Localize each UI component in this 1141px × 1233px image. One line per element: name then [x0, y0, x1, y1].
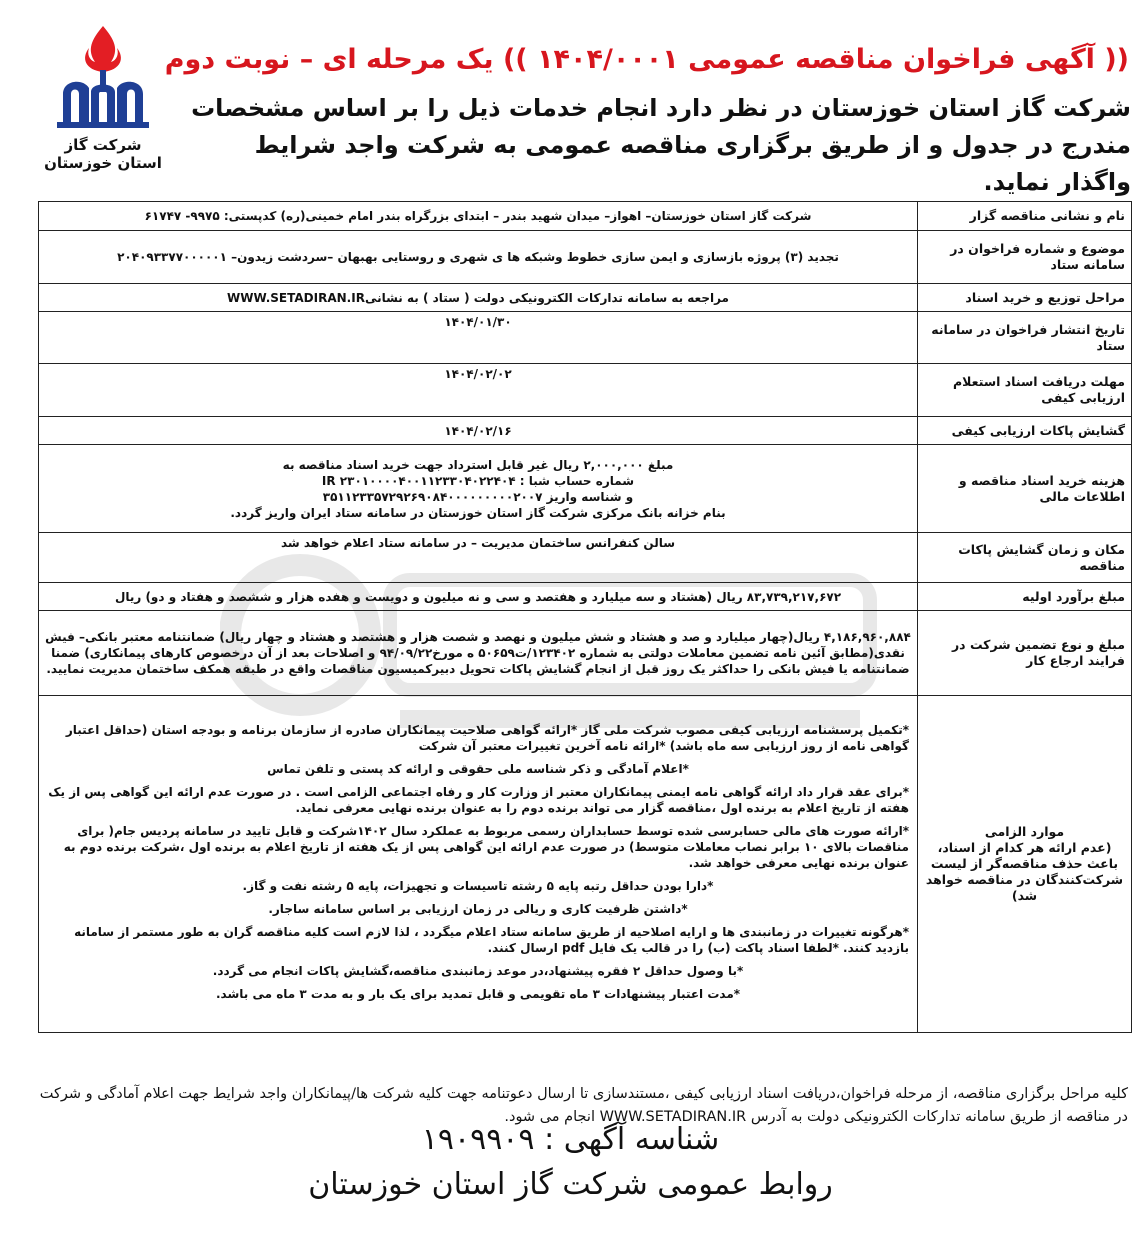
- row-label: تاریخ انتشار فراخوان در سامانه ستاد: [918, 312, 1132, 364]
- requirement-item: *مدت اعتبار پیشنهادات ۳ ماه تقویمی و قابل تمدید برای یک بار و به مدت ۳ ماه می باشد.: [215, 986, 741, 1001]
- header: [0, 0, 1141, 195]
- requirement-item: *اعلام آمادگی و ذکر شناسه ملی حقوقی و ارائه کد پستی و تلفن تماس: [267, 761, 689, 776]
- gas-company-emblem-icon: [43, 22, 163, 132]
- table-row: [39, 284, 1132, 312]
- guarantee-label: مبلغ و نوع تضمین شرکت در فرایند ارجاع کار: [918, 611, 1132, 696]
- fee-value: [39, 445, 918, 533]
- logo-caption: [28, 136, 178, 172]
- row-value: شرکت گاز استان خوزستان– اهواز– میدان شهید بندر – ابتدای بزرگراه بندر امام خمینی(ره) کدپستی: ۹۹۷۵- ۶۱۷۴۷: [39, 202, 918, 231]
- requirement-item: *برای عقد قرار داد ارائه گواهی نامه ایمنی پیمانکاران معتبر از وزارت کار و رفاه اجتماعی الزامی است . در صورت عدم ارائه این گواهی پس از یک هفته از تاریخ اعلام به برنده اول ،مناقصه گزار می تواند برنده دوم را به عنوان برنده نهایی معرفی نماید.: [48, 784, 909, 815]
- row-value: مراجعه به سامانه تدارکات الکترونیکی دولت ( ستاد ) به نشانیWWW.SETADIRAN.IR: [39, 284, 918, 312]
- row-label: مراحل توزیع و خرید اسناد: [918, 284, 1132, 312]
- requirements-title: موارد الزامی: [984, 824, 1065, 839]
- row-value: ۱۴۰۴/۰۲/۱۶: [39, 417, 918, 445]
- table-row: [39, 364, 1132, 417]
- table-row: [39, 312, 1132, 364]
- tender-headline: (( آگهی فراخوان مناقصه عمومی ۱۴۰۴/۰۰۰۱ )) یک مرحله ای – نوبت دوم: [164, 44, 1129, 75]
- requirement-item: *هرگونه تغییرات در زمانبندی ها و ارایه اصلاحیه از طریق سامانه ستاد اعلام میگردد ، لذا لازم است کلیه مناقصه گران به طور مستمر از سامانه بازدید کنند. *لطفا اسناد پاکت (ب) را در قالب یک فایل pdf ارسال کنند.: [74, 924, 909, 955]
- row-value: تجدید (۳) پروژه بازسازی و ایمن سازی خطوط وشبکه ها ی شهری و روستایی بهبهان –سردشت زیدون– ۲۰۴۰۹۳۳۷۷۰۰۰۰۰۱: [39, 231, 918, 284]
- company-logo: [28, 22, 178, 187]
- fee-line: شماره حساب شبا : IR ۲۳۰۱۰۰۰۰۴۰۰۱۱۲۳۳۰۴۰۲۲۴۰۴: [321, 473, 635, 488]
- table-row: [39, 445, 1132, 533]
- intro-line-1: شرکت گاز استان خوزستان در نظر دارد انجام خدمات ذیل را بر اساس مشخصات: [191, 94, 1131, 122]
- footer-note: کلیه مراحل برگزاری مناقصه، از مرحله فراخوان،دریافت اسناد ارزیابی کیفی ،مستندسازی تا ارسال دعوتنامه جهت کلیه شرکت ها/پیمانکاران واجد شرایط جهت اعلام آمادگی و شرکت در مناقصه از طریق سامانه تدارکات الکترونیکی دولت به آدرس WWW.SETADIRAN.IR انجام می شود.: [39, 1086, 1128, 1125]
- requirements-list: [39, 696, 918, 1033]
- venue-label: مکان و زمان گشایش پاکات مناقصه: [918, 533, 1132, 583]
- requirement-item: *داشتن ظرفیت کاری و ریالی در زمان ارزیابی بر اساس سامانه ساجار.: [268, 901, 688, 916]
- logo-line-1: شرکت گاز: [64, 136, 142, 154]
- fee-line: بنام خزانه بانک مرکزی شرکت گاز استان خوزستان در سامانه ستاد ایران واریز گردد.: [230, 505, 726, 520]
- table-row: [39, 202, 1132, 231]
- row-label: گشایش پاکات ارزیابی کیفی: [918, 417, 1132, 445]
- notice-id: شناسه آگهی : ۱۹۰۹۹۰۹: [421, 1122, 720, 1157]
- estimate-label: مبلغ برآورد اولیه: [918, 583, 1132, 611]
- logo-line-2: استان خوزستان: [44, 154, 162, 172]
- fee-line: مبلغ ۲,۰۰۰,۰۰۰ ریال غیر قابل استرداد جهت خرید اسناد مناقصه به: [282, 457, 674, 472]
- table-row: [39, 583, 1132, 611]
- table-row: [39, 533, 1132, 583]
- fee-label: هزینه خرید اسناد مناقصه و اطلاعات مالی: [918, 445, 1132, 533]
- intro-line-2: مندرج در جدول و از طریق برگزاری مناقصه عمومی به شرکت واجد شرایط واگذار نماید.: [254, 131, 1131, 196]
- venue-value: سالن کنفرانس ساختمان مدیریت – در سامانه ستاد اعلام خواهد شد: [39, 533, 918, 583]
- requirement-item: *دارا بودن حداقل رتبه پایه ۵ رشته تاسیسات و تجهیزات، پایه ۵ رشته نفت و گاز.: [242, 878, 714, 893]
- table-row: [39, 696, 1132, 1033]
- intro-paragraph: [181, 90, 1131, 201]
- guarantee-value: ۴,۱۸۶,۹۶۰,۸۸۴ ریال(چهار میلیارد و صد و هشتاد و شش میلیون و نهصد و شصت هزار و هشتصد و هشتاد و چهار ریال) ضمانتنامه معتبر بانکی– فیش نقدی(مطابق آئین نامه تضمین معاملات دولتی به شماره ۱۲۳۴۰۲/ت۵۰۶۵۹ ه مورخ۹۴/۰۹/۲۲ و اصلاحات بعد از آن درخصوص کارهای پیمانکاری) ضمنا ضمانتنامه یا فیش بانکی را حداکثر یک روز قبل از انجام گشایش پاکات تحویل دبیرکمیسیون مناقصات واقع در طبقه همکف ساختمان مدیریت نمایید.: [39, 611, 918, 696]
- public-relations-signature: روابط عمومی شرکت گاز استان خوزستان: [308, 1167, 833, 1202]
- requirements-note: (عدم ارائه هر کدام از اسناد، باعث حذف مناقصه‌گر از لیست شرکت‌کنندگان در مناقصه خواهد شد): [925, 840, 1124, 903]
- requirements-label: [918, 696, 1132, 1033]
- requirement-item: *ارائه صورت های مالی حسابرسی شده توسط حسابداران رسمی مربوط به عملکرد سال ۱۴۰۲شرکت و قابل تایید در سامانه پردیس جام( برای مناقصات بالای ۱۰ برابر نصاب معاملات متوسط) در صورت عدم ارائه این گواهی پس از یک هفته از تاریخ اعلام به برنده اول ،شرکت برنده دوم به عنوان برنده نهایی معرفی خواهد شد.: [63, 823, 909, 870]
- row-label: نام و نشانی مناقصه گزار: [918, 202, 1132, 231]
- row-label: مهلت دریافت اسناد استعلام ارزیابی کیفی: [918, 364, 1132, 417]
- fee-line: و شناسه واریز ۳۵۱۱۲۳۳۵۷۲۹۲۶۹۰۸۴۰۰۰۰۰۰۰۰۰۲۰۰۷: [322, 489, 634, 504]
- table-row: [39, 611, 1132, 696]
- tender-details-table: [38, 201, 1132, 1033]
- estimate-value: ۸۳,۷۳۹,۲۱۷,۶۷۲ ریال (هشتاد و سه میلیارد و هفتصد و سی و نه میلیون و دویست و هفده هزار و ششصد و هفتاد و دو) ریال: [39, 583, 918, 611]
- table-row: [39, 417, 1132, 445]
- requirement-item: *تکمیل پرسشنامه ارزیابی کیفی مصوب شرکت ملی گاز *ارائه گواهی صلاحیت پیمانکاران صادره از سازمان برنامه و بودجه استان (حداقل اعتبار گواهی نامه از روز ارزیابی سه ماه باشد) *ارائه نامه آخرین تغییرات معتبر آن شرکت: [65, 722, 909, 753]
- row-value: ۱۴۰۴/۰۱/۳۰: [39, 312, 918, 364]
- requirement-item: *با وصول حداقل ۲ فقره پیشنهاد،در موعد زمانبندی مناقصه،گشایش پاکات انجام می گردد.: [212, 963, 744, 978]
- row-label: موضوع و شماره فراخوان در سامانه ستاد: [918, 231, 1132, 284]
- table-row: [39, 231, 1132, 284]
- row-value: ۱۴۰۴/۰۲/۰۲: [39, 364, 918, 417]
